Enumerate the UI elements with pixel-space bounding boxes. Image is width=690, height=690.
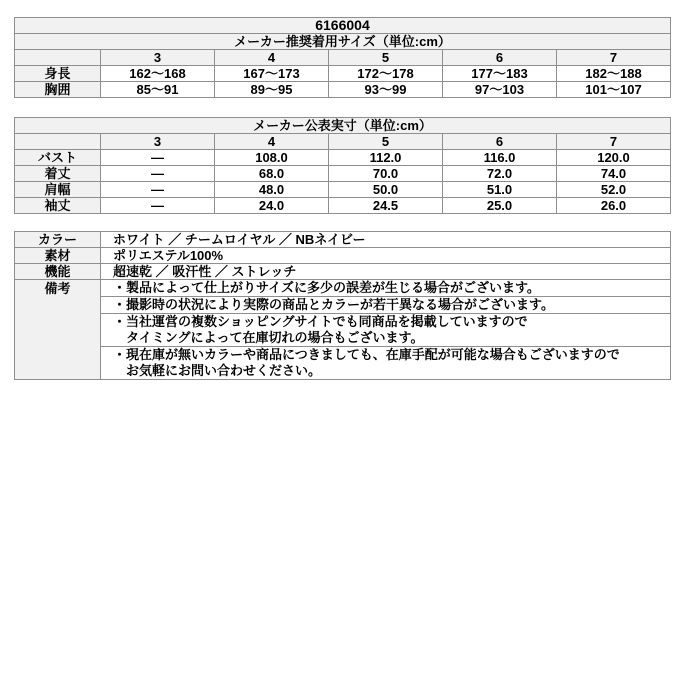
- size-cell: ―: [101, 198, 215, 214]
- note-line: ・現在庫が無いカラーや商品につきましても、在庫手配が可能な場合もございますので: [113, 347, 620, 362]
- size-cell: 93～99: [329, 82, 443, 98]
- size-cell: 162～168: [101, 66, 215, 82]
- row-label: バスト: [15, 150, 101, 166]
- table-row: [15, 82, 671, 98]
- corner-cell: [15, 50, 101, 66]
- size-cell: 24.5: [329, 198, 443, 214]
- size-cell: 52.0: [557, 182, 671, 198]
- size-column-header: 5: [329, 134, 443, 150]
- size-cell: 120.0: [557, 150, 671, 166]
- size-cell: 177～183: [443, 66, 557, 82]
- size-cell: 182～188: [557, 66, 671, 82]
- size-cell: 108.0: [215, 150, 329, 166]
- size-cell: 85～91: [101, 82, 215, 98]
- note-item: [101, 314, 671, 347]
- note-line: お気軽にお問い合わせください。: [126, 363, 322, 378]
- size-cell: 74.0: [557, 166, 671, 182]
- size-cell: 26.0: [557, 198, 671, 214]
- size-cell: 89～95: [215, 82, 329, 98]
- product-code-row: [15, 18, 671, 34]
- size-column-header: 4: [215, 50, 329, 66]
- size-column-header: 3: [101, 134, 215, 150]
- size-cell: 116.0: [443, 150, 557, 166]
- product-details-table: [14, 231, 671, 380]
- color-row: [15, 232, 671, 248]
- note-item: [101, 347, 671, 380]
- row-label: 胸囲: [15, 82, 101, 98]
- row-label: 肩幅: [15, 182, 101, 198]
- size-cell: ―: [101, 182, 215, 198]
- size-column-header: 6: [443, 134, 557, 150]
- row-label: 身長: [15, 66, 101, 82]
- row-label: カラー: [15, 232, 101, 248]
- note-line: ・製品によって仕上がりサイズに多少の誤差が生じる場合がございます。: [113, 280, 540, 295]
- recommended-size-table: [14, 17, 671, 98]
- notes-row: [15, 297, 671, 314]
- size-cell: 112.0: [329, 150, 443, 166]
- size-column-header: 7: [557, 50, 671, 66]
- notes-row: [15, 314, 671, 347]
- column-header-row: [15, 134, 671, 150]
- function-row: [15, 264, 671, 280]
- size-cell: 101～107: [557, 82, 671, 98]
- note-line: ・当社運営の複数ショッピングサイトでも同商品を掲載していますので: [113, 314, 528, 329]
- table-row: [15, 182, 671, 198]
- size-cell: 97～103: [443, 82, 557, 98]
- table-row: [15, 66, 671, 82]
- notes-row: [15, 280, 671, 297]
- note-item: [101, 280, 671, 297]
- actual-size-table: [14, 117, 671, 214]
- color-value: ホワイト ／ チームロイヤル ／ NBネイビー: [101, 232, 671, 248]
- table-title-row: [15, 118, 671, 134]
- note-item: [101, 297, 671, 314]
- product-code: 6166004: [15, 18, 671, 34]
- row-label: 素材: [15, 248, 101, 264]
- size-column-header: 7: [557, 134, 671, 150]
- notes-row: [15, 347, 671, 380]
- actual-size-title: メーカー公表実寸（単位:cm）: [15, 118, 671, 134]
- row-label: 着丈: [15, 166, 101, 182]
- size-cell: ―: [101, 166, 215, 182]
- size-cell: 24.0: [215, 198, 329, 214]
- corner-cell: [15, 134, 101, 150]
- note-line: タイミングによって在庫切れの場合もございます。: [126, 330, 424, 345]
- material-value: ポリエステル100%: [101, 248, 671, 264]
- table-row: [15, 150, 671, 166]
- material-row: [15, 248, 671, 264]
- size-cell: 68.0: [215, 166, 329, 182]
- size-cell: 172～178: [329, 66, 443, 82]
- table-row: [15, 198, 671, 214]
- size-cell: 72.0: [443, 166, 557, 182]
- row-label: 機能: [15, 264, 101, 280]
- row-label: 袖丈: [15, 198, 101, 214]
- size-cell: ―: [101, 150, 215, 166]
- size-cell: 25.0: [443, 198, 557, 214]
- notes-label: 備考: [15, 280, 101, 380]
- table-title-row: [15, 34, 671, 50]
- size-column-header: 5: [329, 50, 443, 66]
- size-column-header: 6: [443, 50, 557, 66]
- size-column-header: 3: [101, 50, 215, 66]
- size-column-header: 4: [215, 134, 329, 150]
- size-cell: 48.0: [215, 182, 329, 198]
- recommended-size-title: メーカー推奨着用サイズ（単位:cm）: [15, 34, 671, 50]
- size-cell: 50.0: [329, 182, 443, 198]
- note-line: ・撮影時の状況により実際の商品とカラーが若干異なる場合がございます。: [113, 297, 554, 312]
- size-cell: 167～173: [215, 66, 329, 82]
- column-header-row: [15, 50, 671, 66]
- function-value: 超速乾 ／ 吸汗性 ／ ストレッチ: [101, 264, 671, 280]
- table-row: [15, 166, 671, 182]
- size-cell: 70.0: [329, 166, 443, 182]
- size-cell: 51.0: [443, 182, 557, 198]
